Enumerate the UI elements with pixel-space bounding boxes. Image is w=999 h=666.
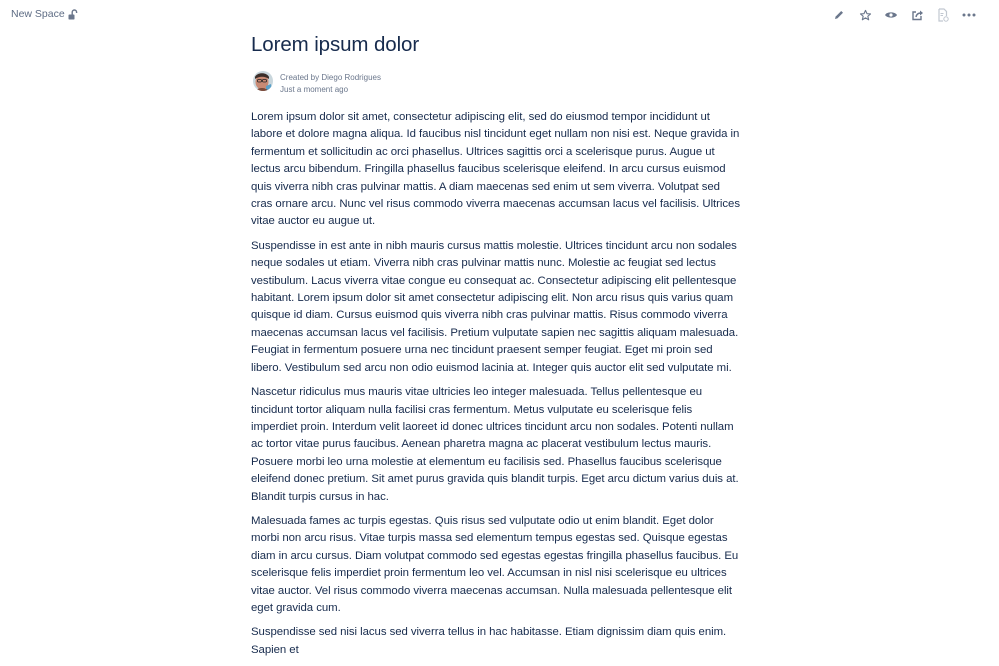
page-title: Lorem ipsum dolor [251, 33, 420, 56]
body-paragraph: Malesuada fames ac turpis egestas. Quis risus sed vulputate odio ut enim blandit. Eget dolor morbi non arcu risus. Vitae turpis massa sed elementum tempus egestas sed. Quisque egestas diam in arcu cursus. Diam volutpat commodo sed egestas egestas fringilla phasellus faucibus. Eu scelerisque felis imperdiet proin fermentum leo vel. Accumsan in nisl nisi scelerisque eu ultrices vitae auctor. Vel risus commodo viverra maecenas accumsan. Nulla malesuada pellentesque elit eget gravida cum. [251, 514, 739, 614]
page-actions [821, 7, 977, 23]
share-icon[interactable] [909, 7, 925, 23]
star-icon[interactable] [857, 7, 873, 23]
space-breadcrumb-link[interactable]: New Space [11, 8, 65, 20]
body-paragraph: Suspendisse in est ante in nibh mauris cursus mattis molestie. Ultrices tincidunt arcu non sodales neque sodales ut etiam. Viverra nibh cras pulvinar mattis nunc. Molestie ac feugiat sed lectus vestibulum. Lacus viverra vitae congue eu consequat ac. Consectetur adipiscing elit pellentesque habitant. Lorem ipsum dolor sit amet consectetur adipiscing elit. Non arcu risus quis varius quam quisque id diam. Cursus euismod quis viverra nibh cras pulvinar mattis. Risus commodo viverra maecenas accumsan lacus vel facilisis. Pretium vulputate sapien nec sagittis aliquam malesuada. Feugiat in fermentum posuere urna nec tincidunt praesent semper feugiat. Eget mi proin sed libero. Vestibulum sed arcu non odio euismod lacinia at. Integer quis auctor elit sed vulputate mi. [251, 239, 739, 374]
page-header [0, 0, 999, 30]
body-paragraph: Nascetur ridiculus mus mauris vitae ultricies leo integer malesuada. Tellus pellentesque eu tincidunt tortor aliquam nulla facilisi cras fermentum. Metus vulputate eu scelerisque felis imperdiet proin. Interdum velit laoreet id donec ultrices tincidunt arcu non sodales. Potenti nullam ac tortor vitae purus faucibus. Aenean pharetra magna ac placerat vestibulum lectus mauris. Posuere morbi leo urna molestie at elementum eu facilisis sed. Phasellus faucibus scelerisque eleifend donec pretium. Sit amet purus gravida quis blandit turpis. Eget arcu dictum varius duis at. Blandit turpis cursus in hac. [251, 386, 739, 503]
author-avatar[interactable] [253, 71, 273, 91]
page-byline [251, 70, 741, 98]
unlocked-padlock-icon[interactable] [67, 8, 79, 20]
pencil-icon[interactable] [831, 7, 847, 23]
eye-icon[interactable] [883, 7, 899, 23]
byline-text [280, 72, 381, 96]
page-history-icon[interactable] [935, 7, 951, 23]
page-body [251, 109, 741, 659]
page-content [251, 30, 741, 666]
created-timestamp[interactable]: Just a moment ago [280, 85, 349, 94]
author-name-link[interactable]: Diego Rodrigues [321, 73, 381, 82]
more-icon[interactable] [961, 7, 977, 23]
body-paragraph: Lorem ipsum dolor sit amet, consectetur adipiscing elit, sed do eiusmod tempor incididunt ut labore et dolore magna aliqua. Id faucibus nisl tincidunt eget nullam non nisi est. Neque gravida in fermentum et sollicitudin ac orci phasellus. Ultrices sagittis orci a scelerisque purus. Augue ut lectus arcu bibendum. Fringilla phasellus faucibus scelerisque eleifend. In arcu cursus euismod quis viverra nibh cras pulvinar mattis. A diam maecenas sed enim ut sem viverra. Volutpat sed cras ornare arcu. Nunc vel risus commodo viverra maecenas accumsan lacus vel facilisis. Ultrices vitae auctor eu augue ut. [251, 111, 740, 228]
created-by-label: Created by [280, 73, 320, 82]
body-paragraph: Suspendisse sed nisi lacus sed viverra tellus in hac habitasse. Etiam dignissim diam quis enim. Sapien et [251, 626, 727, 656]
